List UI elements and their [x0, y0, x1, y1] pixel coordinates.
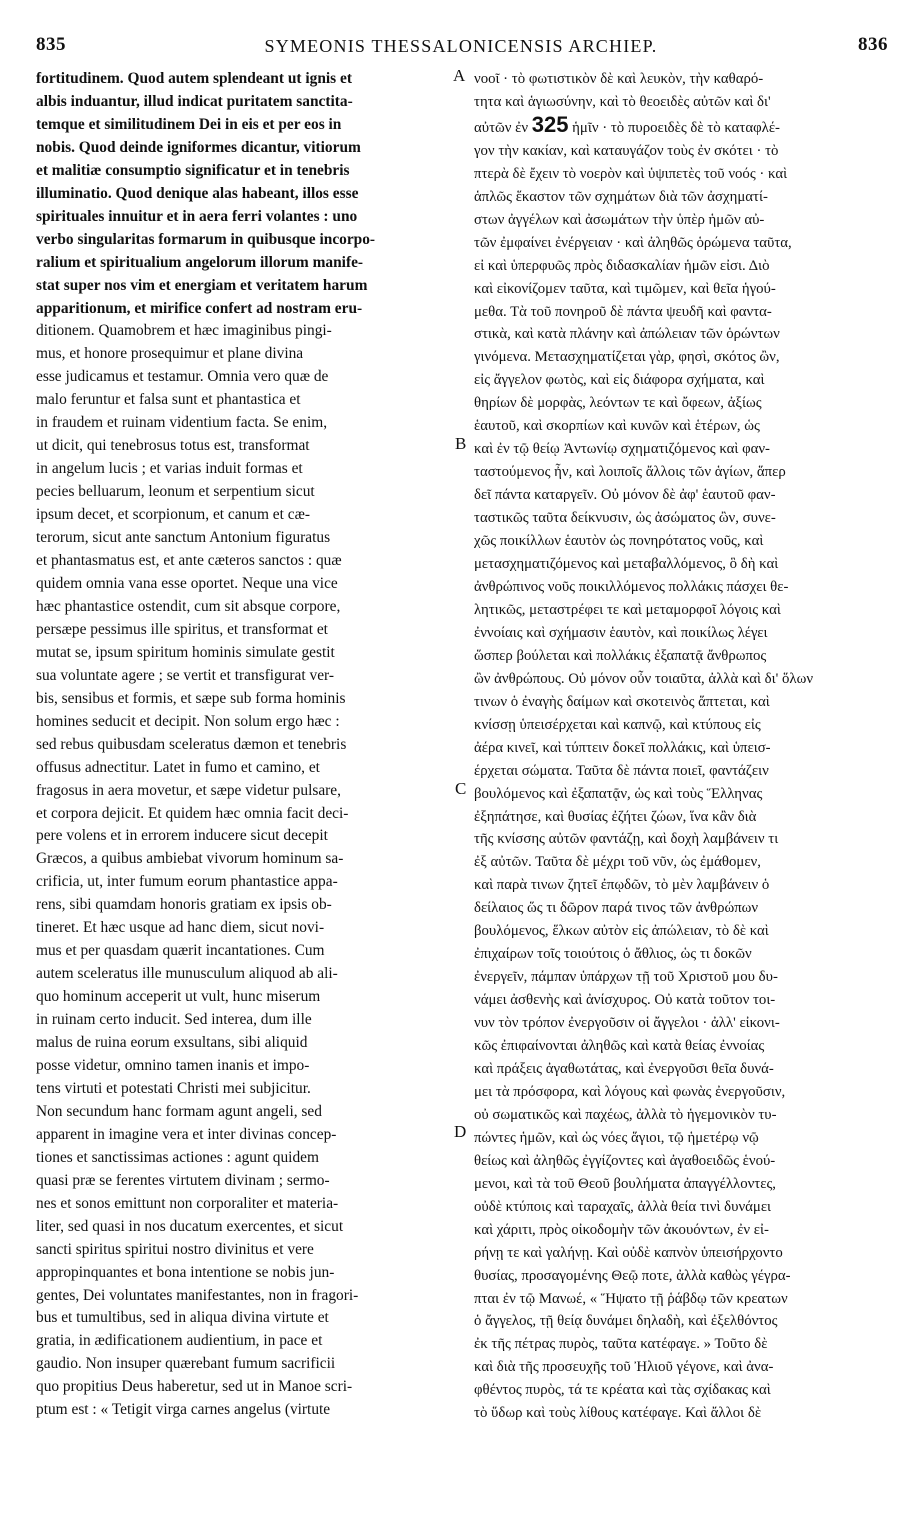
greek-text-line: εἰ καὶ ὑπερφυῶς πρὸς διδασκαλίαν ἡμῶν εἰσι. Διὸ: [474, 257, 770, 274]
latin-text-line: tineret. Et hæc usque ad hanc diem, sicut novi-: [36, 919, 325, 937]
latin-text-line: esse judicamus et testamur. Omnia vero quæ de: [36, 368, 329, 386]
margin-letter-a: A: [453, 66, 466, 85]
page-number-right: 836: [858, 34, 888, 55]
latin-text-line: nes et sonos emittunt non corporaliter et materia-: [36, 1194, 339, 1212]
greek-text-line: φθέντος πυρὸς, τά τε κρέατα καὶ τὰς σχίδακας καὶ: [474, 1382, 771, 1399]
greek-text-line: καὶ πράξεις ἀγαθωτάτας, καὶ ἐνεργοῦσι θεῖα δυνά-: [474, 1060, 774, 1077]
greek-text-line: ἁπλῶς ἕκαστον τῶν σχημάτων διὰ τῶν ἀσχηματί-: [474, 188, 768, 205]
greek-text-line: καὶ εἰκονίζομεν ταῦτα, καὶ τιμῶμεν, καὶ θεῖα ἡγού-: [474, 280, 776, 297]
latin-text-line: ipsum decet, et scorpionum, et canum et cæ-: [36, 506, 310, 524]
greek-text-line: αὐτῶν ἐν 325 ἡμῖν · τὸ πυροειδὲς δὲ τὸ καταφλέ-: [474, 113, 780, 137]
latin-text-line: fragosus in aera movetur, et sæpe videtur pulsare,: [36, 781, 341, 799]
latin-text-line: mus et per quasdam quærit incantationes. Cum: [36, 942, 325, 960]
latin-text-line: homines seducit et decipit. Non solum ergo hæc :: [36, 712, 340, 730]
latin-text-line: gaudio. Non insuper quærebant fumum sacrificii: [36, 1355, 336, 1373]
greek-text-line: μεθα. Τὰ τοῦ πονηροῦ δὲ πάντα ψευδῆ καὶ φαντα-: [474, 303, 772, 320]
greek-text-line: κῶς ἐπιφαίνονται ἀληθῶς καὶ κατὰ θείας ἐννοίας: [474, 1038, 765, 1055]
greek-text-line: μενοι, καὶ τὰ τοῦ Θεοῦ βουλήματα ἀπαγγέλλοντες,: [474, 1175, 777, 1192]
latin-text-line: malo feruntur et falsa sunt et phantastica et: [36, 391, 301, 409]
greek-text-line: μετασχηματιζόμενος καὶ μεταβαλλόμενος, ὃ δὴ καὶ: [474, 556, 779, 573]
running-header: [30, 34, 892, 62]
greek-text-line: γον τὴν κακίαν, καὶ καταυγάζον τοὺς ἐν σκότει · τὸ: [474, 142, 779, 159]
greek-text-line: ὥσπερ βούλεται καὶ πολλάκις ἐξαπατᾷ ἄνθρωπος: [474, 647, 767, 664]
greek-text-line: βουλόμενος, ἕλκων αὐτὸν εἰς ἀπώλειαν, τὸ δὲ καὶ: [474, 923, 769, 940]
greek-text-line: τῆς κνίσσης αὐτῶν φαντάζῃ, καὶ δοχὴ λαμβάνειν τι: [474, 831, 779, 848]
latin-text-line: ralium et spiritualium angelorum illorum manife-: [36, 253, 364, 271]
latin-text-line: bis, sensibus et formis, et sæpe sub forma hominis: [36, 689, 346, 707]
latin-text-line: illuminatio. Quod denique alas habeant, illos esse: [36, 184, 359, 202]
latin-text-line: posse videtur, omnino tamen inanis et impo-: [36, 1056, 310, 1074]
latin-text-line: nobis. Quod deinde igniformes dicantur, vitiorum: [36, 138, 361, 156]
greek-text-line: εἰς ἄγγελον φωτὸς, καὶ εἰς διάφορα σχήματα, καὶ: [474, 372, 765, 389]
greek-text-line: ταστούμενος ἦν, καὶ λοιποῖς ἄλλοις τῶν ἁγίων, ἅπερ: [474, 464, 786, 481]
latin-text-line: sua voluntate agere ; se vertit et transfigurat ver-: [36, 666, 334, 684]
greek-text-line: βουλόμενος καὶ ἐξαπατᾷν, ὡς καὶ τοὺς Ἕλληνας: [474, 785, 763, 802]
greek-text-line: ταστικῶς ταῦτα δείκνυσιν, ὡς ἀσώματος ὢν, συνε-: [474, 510, 776, 527]
latin-text-line: quidem omnia vana esse oportet. Neque una vice: [36, 574, 338, 592]
latin-text-line: mutat se, ipsum spiritum hominis simulate gestit: [36, 643, 335, 661]
greek-text-line: κνίσσῃ ὑπεισέρχεται καὶ καπνῷ, καὶ κτύπους εἰς: [474, 716, 761, 733]
latin-text-line: mus, et honore prosequimur et plane divina: [36, 345, 304, 363]
margin-letter-c: C: [455, 779, 467, 798]
latin-text-line: Non secundum hanc formam agunt angeli, sed: [36, 1102, 322, 1120]
greek-text-line: ἐξηπάτησε, καὶ θυσίας ἐζήτει ζώων, ἵνα κἂν διὰ: [474, 808, 757, 825]
latin-text-line: sed rebus quibusdam sceleratus dæmon et tenebris: [36, 735, 347, 753]
latin-text-line: albis induantur, illud indicat puritatem sanctita-: [36, 92, 353, 110]
greek-text-line: καὶ παρὰ τινων ζητεῖ ἐπῳδῶν, τὸ μὲν λαμβάνειν ὁ: [474, 877, 770, 894]
inline-column-number: 325: [531, 113, 569, 137]
greek-text-line: ὢν ἀνθρώπους. Οὐ μόνον οὖν τοιαῦτα, ἀλλὰ καὶ δι' ὅλων: [474, 670, 814, 687]
latin-text-line: stat super nos vim et energiam et veritatem harum: [36, 276, 368, 294]
latin-text-line: in fraudem et ruinam videntium facta. Se enim,: [36, 414, 328, 432]
greek-column: [474, 68, 892, 1425]
greek-text-line: τῶν ἐμφαίνει ἐνέργειαν · καὶ ἀληθῶς ὁρώμενα ταῦτα,: [474, 234, 792, 251]
greek-text-line: τινων ὁ ἐναγὴς δαίμων καὶ σκοτεινὸς ἅπτεται, καὶ: [474, 693, 770, 710]
latin-text-line: quasi præ se ferentes virtutem divinam ; sermo-: [36, 1171, 330, 1189]
greek-text-line: χῶς ποικίλλων ἑαυτὸν ὡς πονηρότατος νοῦς, καὶ: [474, 533, 764, 550]
greek-text-line: ἐκ τῆς πέτρας πυρὸς, ταῦτα κατέφαγε. » Τοῦτο δὲ: [474, 1336, 768, 1353]
latin-text-line: et malitiæ consumptio significatur et in tenebris: [36, 161, 350, 179]
greek-text-line: θείως καὶ ἀληθῶς ἐγγίζοντες καὶ ἀγαθοειδῶς ἑνού-: [474, 1152, 776, 1169]
greek-text-line: στων ἀγγέλων καὶ ἀσωμάτων τὴν ὑπὲρ ἡμῶν αὐ-: [474, 211, 765, 228]
greek-text-line: οὐδὲ κτύποις καὶ ταραχαῖς, ἀλλὰ θεία τινὶ δυνάμει: [474, 1198, 772, 1215]
greek-text-line: στικὰ, καὶ κατὰ πλάνην καὶ ἀπώλειαν τῶν ὁρώντων: [474, 326, 780, 343]
greek-text-line: έρχεται σώματα. Ταῦτα δὲ πάντα ποιεῖ, φαντάζειν: [474, 762, 769, 779]
latin-text-line: verbo singularitas formarum in quibusque incorpo-: [36, 230, 376, 248]
latin-text-line: temque et similitudinem Dei in eis et per eos in: [36, 115, 342, 133]
greek-text-line: καὶ ἐν τῷ θείῳ Ἀντωνίῳ σχηματιζόμενος καὶ φαν-: [474, 441, 770, 458]
greek-text-line: νυν τὸν τρόπον ἐνεργοῦσιν οἱ ἄγγελοι · ἀλλ' εἰκονι-: [474, 1015, 780, 1032]
greek-text-line: πτερὰ δὲ ἔχειν τὸ νοερὸν καὶ ὑψιπετὲς τοῦ νοός · καὶ: [474, 165, 788, 182]
latin-text-line: gentes, Dei voluntates manifestantes, non in fragori-: [36, 1286, 359, 1304]
greek-text-line: λητικῶς, μεταστρέφει τε καὶ μεταμορφοῖ λόγοις καὶ: [474, 601, 781, 618]
latin-text-line: pere volens et in errorem inducere sicut decepit: [36, 827, 328, 845]
latin-text-line: bus et tumultibus, sed in aliqua divina virtute et: [36, 1309, 329, 1327]
latin-text-line: hæc phantastice ostendit, cum sit absque corpore,: [36, 597, 341, 615]
latin-text-line: Græcos, a quibus ambiebat vivorum hominum sa-: [36, 850, 344, 868]
running-title: SYMEONIS THESSALONICENSIS ARCHIEP.: [264, 36, 658, 56]
latin-text-line: sancti spiritus spiritui nostro divinitus et vere: [36, 1240, 314, 1258]
latin-text-line: ptum est : « Tetigit virga carnes angelus (virtute: [36, 1401, 331, 1419]
greek-text-line: μει τὰ πρόσφορα, καὶ λόγους καὶ φωνὰς ἐνεργοῦσιν,: [474, 1083, 786, 1100]
latin-text-line: in ruinam certo inducit. Sed interea, dum ille: [36, 1011, 312, 1029]
latin-text-line: tiones et sanctissimas actiones : agunt quidem: [36, 1148, 319, 1166]
greek-text-line: ἀνθρώπινος νοῦς ποικιλλόμενος πολλάκις πάσχει θε-: [474, 578, 789, 595]
latin-text-line: crificia, ut, inter fumum eorum phantastice appa-: [36, 873, 338, 891]
greek-text-line: θυσίας, προσαγομένης Θεῷ ποτε, ἀλλὰ καθὼς γέγρα-: [474, 1267, 791, 1284]
latin-text-line: gratia, in ædificationem audientium, in pace et: [36, 1332, 323, 1350]
margin-letter-b: B: [455, 434, 467, 453]
latin-text-line: tens virtuti et potestati Christi mei subjicitur.: [36, 1079, 311, 1097]
latin-text-line: liter, sed quasi in nos ducatum exercentes, et sicut: [36, 1217, 344, 1235]
greek-text-line: ἑαυτοῦ, καὶ σκορπίων καὶ κυνῶν καὶ ἑτέρων, ὡς: [474, 418, 760, 435]
greek-text-line: δεῖ πάντα καταργεῖν. Οὐ μόνον δὲ ἀφ' ἑαυτοῦ φαν-: [474, 487, 776, 504]
greek-text-line: νάμει ἀσθενὴς καὶ ἀνίσχυρος. Οὐ κατὰ τοῦτον τοι-: [474, 992, 776, 1009]
latin-text-line: offusus adnectitur. Latet in fumo et camino, et: [36, 758, 320, 776]
latin-text-line: malus de ruina eorum exsultans, sibi aliquid: [36, 1034, 308, 1052]
margin-letter-d: D: [454, 1122, 467, 1141]
latin-text-line: rens, sibi quamdam honoris gratiam ex ipsis ob-: [36, 896, 332, 914]
greek-text-line: ἐξ αὐτῶν. Ταῦτα δὲ μέχρι τοῦ νῦν, ὡς ἐμάθομεν,: [474, 854, 761, 871]
page-number-left: 835: [36, 34, 66, 55]
greek-text-line: ἐνεργεῖν, πάμπαν ὑπάρχων τῇ τοῦ Χριστοῦ μου δυ-: [474, 969, 778, 986]
greek-text-line: τὸ ὕδωρ καὶ τοὺς λίθους κατέφαγε. Καὶ ἄλλοι δὲ: [474, 1405, 762, 1422]
greek-text-line: ἐννοίαις καὶ σχήμασιν ἑαυτὸν, καὶ ποικίλως λέγει: [474, 624, 768, 641]
greek-text-line: νοοῖ · τὸ φωτιστικὸν δὲ καὶ λευκὸν, τὴν καθαρό-: [474, 71, 764, 87]
latin-text-line: autem sceleratus ille munusculum aliquod ab ali-: [36, 965, 338, 983]
greek-text-line: δείλαιος ὥς τι δῶρον παρά τινος τῶν ἀνθρώπων: [474, 900, 759, 917]
greek-text-line: ἐπιχαίρων τοῖς τοιούτοις ὁ ἄθλιος, ὡς τι δοκῶν: [474, 946, 752, 963]
latin-text-line: ut dicit, qui tenebrosus totus est, transformat: [36, 437, 310, 455]
latin-text-line: apparent in imagine vera et inter divinas concep-: [36, 1125, 337, 1143]
greek-text-line: τητα καὶ ἁγιωσύνην, καὶ τὸ θεοειδὲς αὐτῶν καὶ δι': [474, 93, 771, 110]
latin-text-line: spirituales innuitur et in aera ferri volantes : uno: [36, 207, 358, 225]
greek-text-line: καὶ διὰ τῆς προσευχῆς τοῦ Ἠλιοῦ γέγονε, καὶ ἀνα-: [474, 1359, 774, 1376]
latin-text-line: ditionem. Quamobrem et hæc imaginibus pingi-: [36, 322, 332, 340]
latin-text-line: pecies belluarum, leonum et serpentium sicut: [36, 483, 315, 501]
greek-text-line: καὶ χάριτι, πρὸς οἰκοδομὴν τῶν ἀκουόντων, ἐν εἰ-: [474, 1221, 769, 1238]
latin-text-line: terorum, sicut ante sanctum Antonium figuratus: [36, 529, 331, 547]
greek-text-line: θηρίων δὲ μορφὰς, λεόντων τε καὶ ὄφεων, ἀξίως: [474, 395, 762, 412]
latin-text-line: fortitudinem. Quod autem splendeant ut ignis et: [36, 70, 352, 87]
latin-column: [36, 68, 450, 1422]
latin-text-line: persæpe pessimus ille spiritus, et transformat et: [36, 620, 328, 638]
latin-text-line: in angelum lucis ; et varias induit formas et: [36, 460, 303, 478]
latin-text-line: apparitionum, et mirifice confert ad nostram eru-: [36, 299, 363, 317]
greek-text-line: ἀέρα κινεῖ, καὶ τύπτειν δοκεῖ πολλάκις, καὶ ὑπεισ-: [474, 739, 771, 756]
greek-text-line: ρήνῃ τε καὶ γαλήνῃ. Καὶ οὐδὲ καπνὸν ὑπεισήρχοντο: [474, 1244, 783, 1261]
latin-text-line: quo hominum acceperit ut vult, hunc miserum: [36, 988, 321, 1006]
greek-text-line: οὐ σωματικῶς καὶ παχέως, ἀλλὰ τὸ ἡγεμονικὸν τυ-: [474, 1106, 777, 1123]
greek-text-line: πται ἐν τῷ Μανωέ, « Ἥψατο τῇ ῥάβδῳ τῶν κρεατων: [474, 1290, 788, 1307]
latin-text-line: et corpora dejicit. Et quidem hæc omnia facit deci-: [36, 804, 349, 822]
latin-text-line: et phantasmatus est, et ante cæteros sanctos : quæ: [36, 552, 342, 570]
greek-text-line: γινόμενα. Μετασχηματίζεται γὰρ, φησὶ, σκότος ὢν,: [474, 349, 780, 366]
greek-text-line: ὁ ἄγγελος, τῇ θείᾳ δυνάμει δηλαδὴ, καὶ ἐξελθόντος: [474, 1313, 778, 1330]
latin-text-line: appropinquantes et bona intentione se nobis jun-: [36, 1263, 335, 1281]
greek-text-line: πώντες ἡμῶν, καὶ ὡς νόες ἅγιοι, τῷ ἡμετέρῳ νῷ: [474, 1129, 759, 1146]
latin-text-line: quo propitius Deus haberetur, sed ut in Manoe scri-: [36, 1378, 353, 1396]
